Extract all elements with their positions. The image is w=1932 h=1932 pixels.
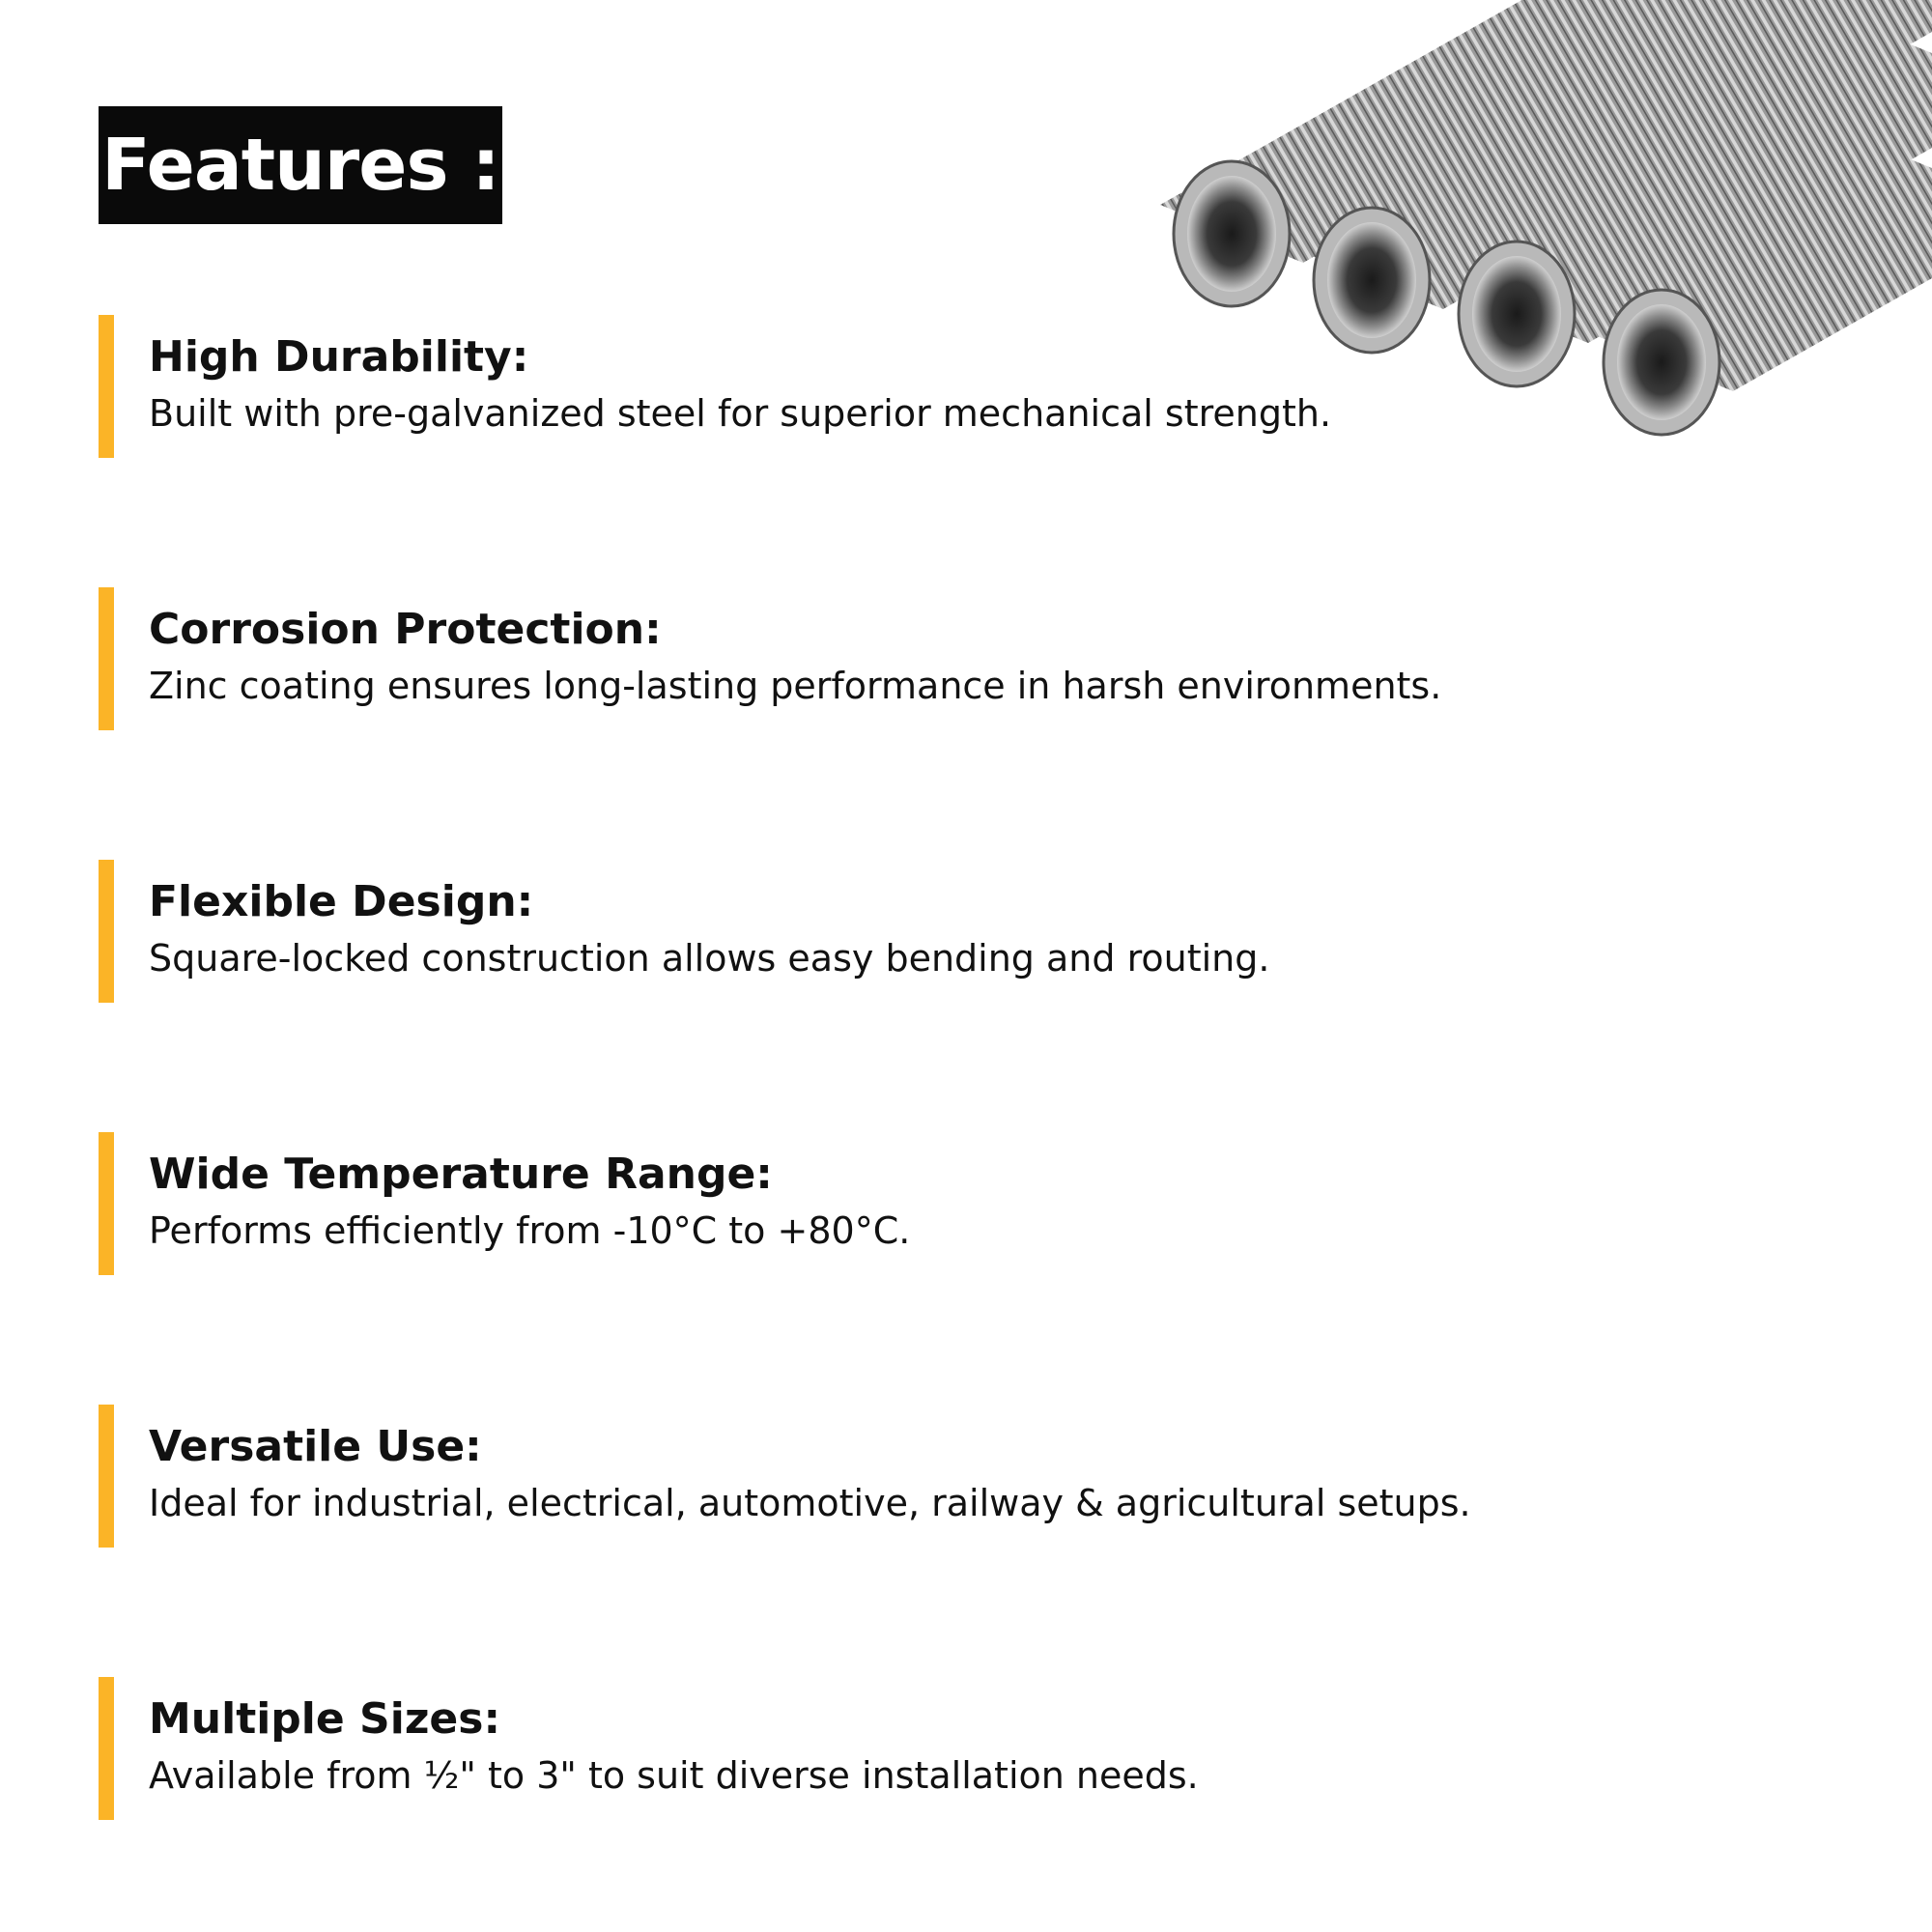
feature-wide-temperature-range [99, 1132, 1837, 1275]
accent-bar [99, 1132, 114, 1275]
accent-bar [99, 1677, 114, 1820]
accent-bar [99, 860, 114, 1003]
title-banner [99, 106, 502, 224]
feature-heading: Multiple Sizes: [149, 1694, 501, 1744]
feature-description: Built with pre-galvanized steel for superior mechanical strength. [149, 392, 1332, 435]
feature-heading: Flexible Design: [149, 877, 534, 926]
feature-description: Ideal for industrial, electrical, automotive, railway & agricultural setups. [149, 1482, 1471, 1524]
feature-heading: Versatile Use: [149, 1422, 482, 1471]
feature-description: Performs efficiently from -10°C to +80°C. [149, 1209, 911, 1252]
feature-heading: Corrosion Protection: [149, 605, 662, 654]
feature-multiple-sizes [99, 1677, 1837, 1820]
feature-heading: Wide Temperature Range: [149, 1150, 773, 1199]
accent-bar [99, 1405, 114, 1548]
feature-description: Zinc coating ensures long-lasting performance in harsh environments. [149, 665, 1442, 707]
feature-description: Square-locked construction allows easy bending and routing. [149, 937, 1270, 980]
accent-bar [99, 587, 114, 730]
feature-versatile-use [99, 1405, 1837, 1548]
feature-high-durability [99, 315, 1837, 458]
feature-heading: High Durability: [149, 332, 529, 382]
feature-corrosion-protection [99, 587, 1837, 730]
feature-flexible-design [99, 860, 1837, 1003]
page-title: Features : [101, 124, 499, 207]
feature-description: Available from ½" to 3" to suit diverse installation needs. [149, 1754, 1199, 1797]
accent-bar [99, 315, 114, 458]
